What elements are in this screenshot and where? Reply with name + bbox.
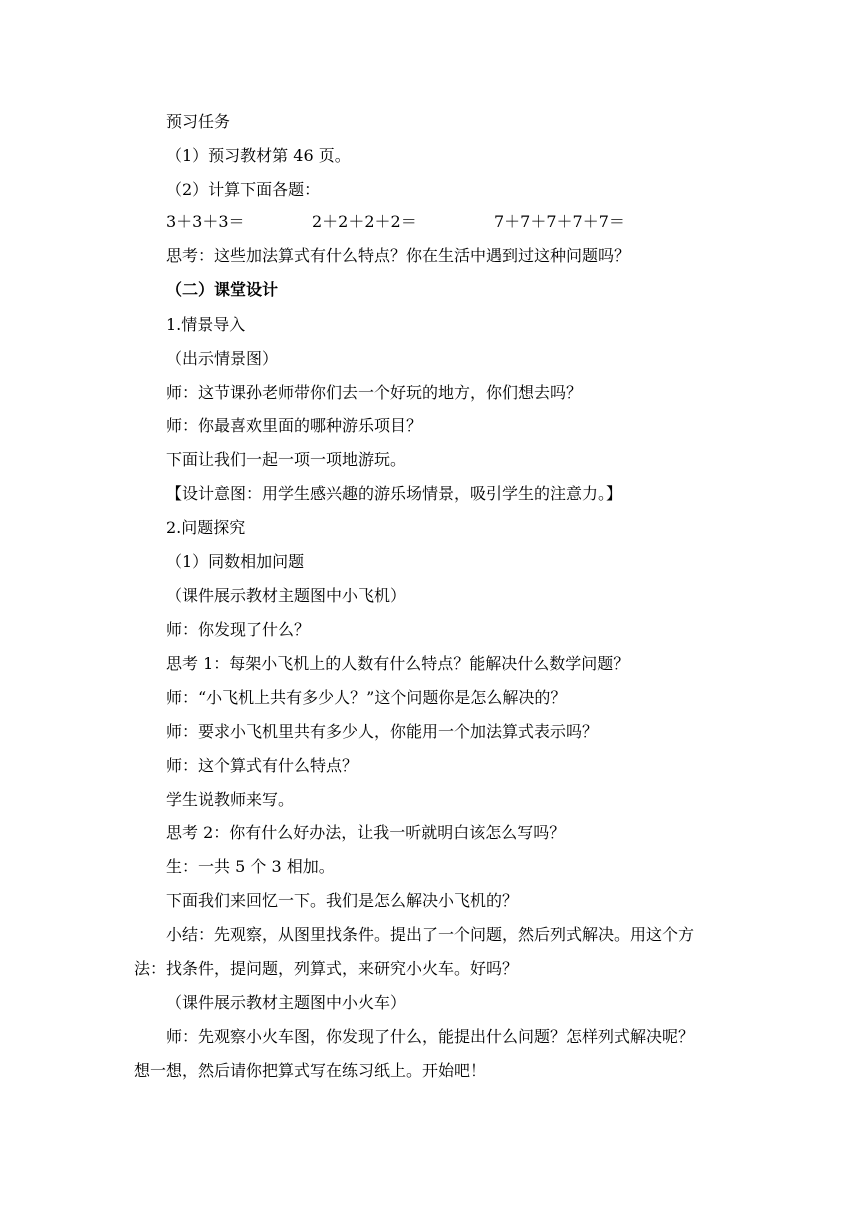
summary-line-2: 法：找条件，提问题，列算式，来研究小火车。好吗？ [134,959,519,978]
calculation-row [166,212,686,234]
teacher-line-1: 师：这节课孙老师带你们去一个好玩的地方，你们想去吗？ [166,383,583,402]
subsection-1-title: （1）同数相加问题 [166,552,305,571]
summary-line-1: 小结：先观察，从图里找条件。提出了一个问题，然后列式解决。用这个方 [166,925,695,944]
step-1-title: 1.情景导入 [166,315,246,334]
calculation-1: 3＋3＋3＝ [166,212,245,231]
preview-item-2: （2）计算下面各题： [166,180,321,199]
teacher-line-10b: 想一想，然后请你把算式写在练习纸上。开始吧！ [134,1061,487,1080]
preview-item-1: （1）预习教材第 46 页。 [166,146,351,165]
calculation-3: 7＋7＋7＋7＋7＝ [494,212,625,231]
step-2-title: 2.问题探究 [166,518,246,537]
teacher-line-4: 师：你发现了什么？ [166,620,311,639]
section-title: （二）课堂设计 [166,280,279,299]
teacher-line-8: 学生说教师来写。 [166,790,295,809]
think-question-2: 思考 2：你有什么好办法，让我一听就明白该怎么写吗？ [166,823,566,842]
design-intent: 【设计意图：用学生感兴趣的游乐场情景，吸引学生的注意力。】 [166,484,623,503]
think-question-1: 思考 1：每架小飞机上的人数有什么特点？能解决什么数学问题？ [166,654,630,673]
teacher-line-6: 师：要求小飞机里共有多少人，你能用一个加法算式表示吗？ [166,722,599,741]
calculation-2: 2＋2＋2＋2＝ [312,212,417,231]
teacher-line-7: 师：这个算式有什么特点？ [166,756,359,775]
student-line-1: 生：一共 5 个 3 相加。 [166,857,335,876]
teacher-line-5: 师：“小飞机上共有多少人？”这个问题你是怎么解决的？ [166,688,567,707]
subsection-2-show: （课件展示教材主题图中小火车） [166,993,407,1012]
teacher-line-10a: 师：先观察小火车图，你发现了什么，能提出什么问题？怎样列式解决呢？ [166,1027,695,1046]
teacher-line-3: 下面让我们一起一项一项地游玩。 [166,450,407,469]
step-1-show: （出示情景图） [166,349,279,368]
think-question: 思考：这些加法算式有什么特点？你在生活中遇到过这种问题吗？ [166,246,631,265]
preview-heading: 预习任务 [166,112,231,131]
subsection-1-show: （课件展示教材主题图中小飞机） [166,586,407,605]
teacher-line-2: 师：你最喜欢里面的哪种游乐项目？ [166,416,423,435]
teacher-line-9: 下面我们来回忆一下。我们是怎么解决小飞机的？ [166,891,519,910]
